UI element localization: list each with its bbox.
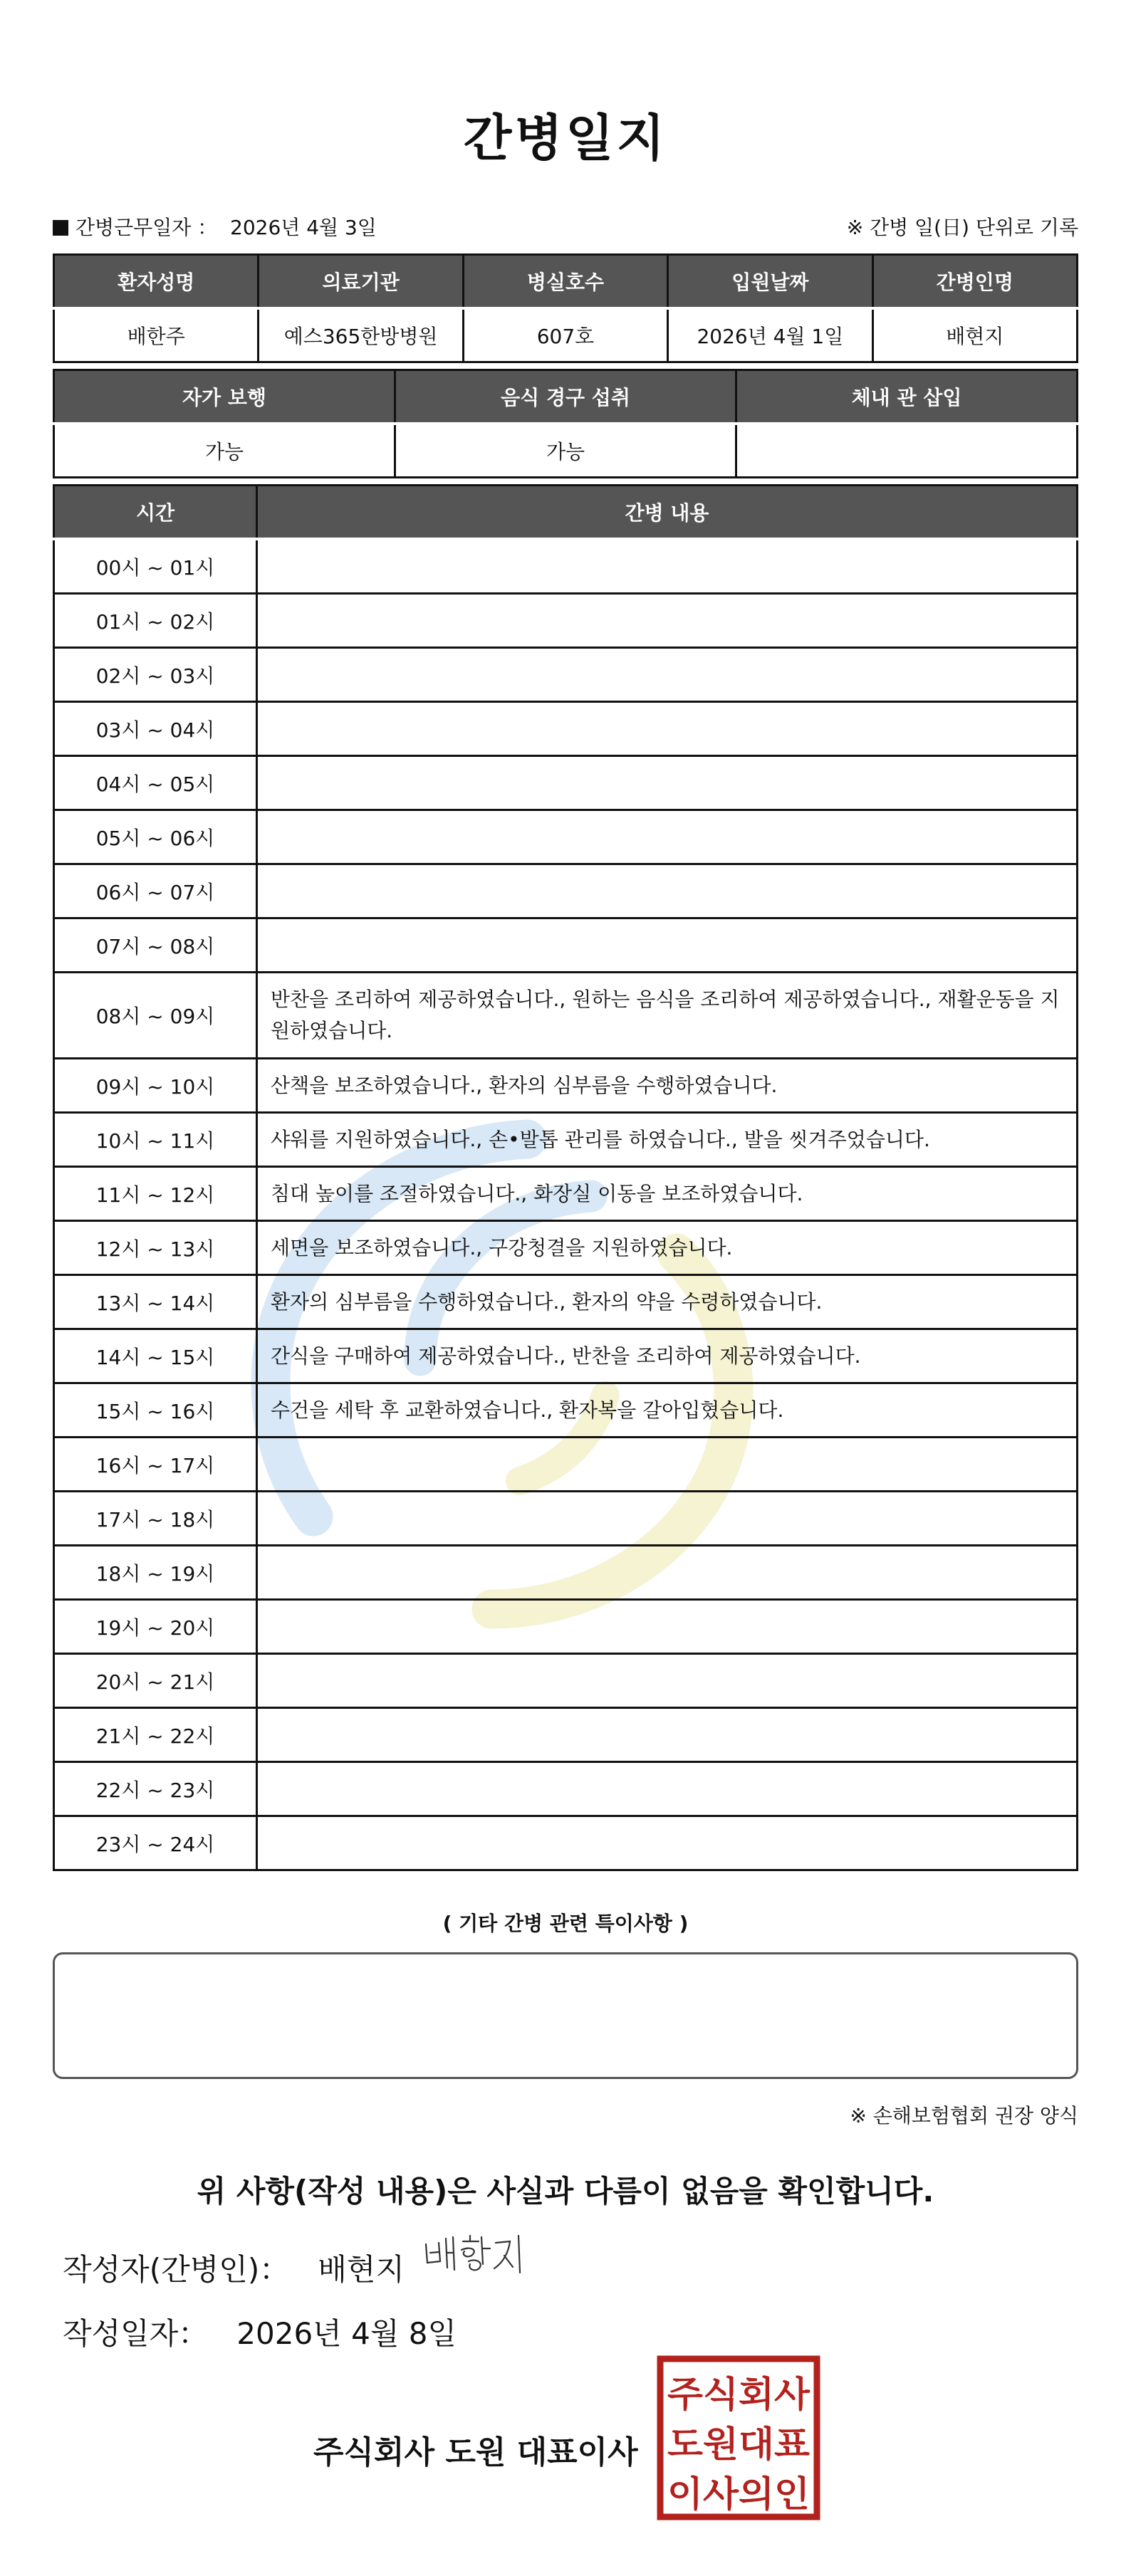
time-cell: 03시 ~ 04시 [54, 702, 257, 756]
confirmation-statement: 위 사항(작성 내용)은 사실과 다름이 없음을 확인합니다. [197, 2174, 934, 2209]
table-row [54, 1708, 1078, 1762]
time-cell: 23시 ~ 24시 [54, 1816, 257, 1870]
written-date-line [63, 2310, 457, 2353]
content-cell [257, 1762, 1078, 1816]
content-cell [257, 594, 1078, 648]
table-row [54, 1762, 1078, 1816]
insurance-note: ※ 손해보험협회 권장 양식 [850, 2104, 1078, 2127]
time-cell: 02시 ~ 03시 [54, 648, 257, 702]
company-signature: 주식회사 도원 대표이사 [313, 2434, 638, 2471]
time-cell: 10시 ~ 11시 [54, 1113, 257, 1167]
table-row [54, 1167, 1078, 1221]
hospital-name: 예스365한방병원 [259, 308, 463, 362]
time-cell: 13시 ~ 14시 [54, 1275, 257, 1329]
header-tube-insertion: 체내 관 삽입 [736, 370, 1078, 424]
admission-date: 2026년 4월 1일 [668, 308, 872, 362]
time-cell: 08시 ~ 09시 [54, 973, 257, 1059]
work-date-line [53, 212, 377, 241]
time-cell: 15시 ~ 16시 [54, 1383, 257, 1438]
content-cell [257, 648, 1078, 702]
patient-status-table [53, 369, 1078, 478]
header-caregiver: 간병인명 [872, 255, 1077, 309]
time-cell: 04시 ~ 05시 [54, 756, 257, 810]
table-row [54, 810, 1078, 864]
time-cell: 21시 ~ 22시 [54, 1708, 257, 1762]
content-cell: 산책을 보조하였습니다., 환자의 심부름을 수행하였습니다. [257, 1059, 1078, 1113]
work-date-label: 간병근무일자 ： [75, 216, 218, 239]
content-cell: 간식을 구매하여 제공하였습니다., 반찬을 조리하여 제공하였습니다. [257, 1329, 1078, 1383]
header-care-content: 간병 내용 [257, 486, 1078, 540]
content-cell [257, 1492, 1078, 1546]
header-admission-date: 입원날짜 [668, 255, 872, 309]
unit-note: ※ 간병 일(日) 단위로 기록 [846, 216, 1078, 239]
content-cell [257, 539, 1078, 594]
table-row [54, 1113, 1078, 1167]
writer-label: 작성자(간병인)： [63, 2252, 290, 2287]
writer-name: 배현지 [318, 2252, 405, 2287]
svg-text:이사의인: 이사의인 [667, 2473, 810, 2515]
content-cell: 반찬을 조리하여 제공하였습니다., 원하는 음식을 조리하여 제공하였습니다., 재활운동을 지원하였습니다. [257, 973, 1078, 1059]
patient-name: 배한주 [54, 308, 259, 362]
table-row [54, 864, 1078, 918]
content-cell [257, 1600, 1078, 1654]
written-date-label: 작성일자： [63, 2316, 209, 2351]
time-cell: 16시 ~ 17시 [54, 1438, 257, 1492]
remarks-box [53, 1952, 1078, 2079]
oral-intake-status: 가능 [395, 424, 736, 478]
time-cell: 19시 ~ 20시 [54, 1600, 257, 1654]
time-cell: 12시 ~ 13시 [54, 1221, 257, 1275]
table-row [54, 702, 1078, 756]
room-number: 607호 [463, 308, 667, 362]
content-cell [257, 1654, 1078, 1708]
time-cell: 07시 ~ 08시 [54, 918, 257, 973]
table-row [54, 1329, 1078, 1383]
table-row [54, 1816, 1078, 1870]
content-cell [257, 864, 1078, 918]
remarks-title: ( 기타 간병 관련 특이사항 ) [442, 1912, 689, 1935]
time-cell: 18시 ~ 19시 [54, 1546, 257, 1600]
content-cell: 환자의 심부름을 수행하였습니다., 환자의 약을 수령하였습니다. [257, 1275, 1078, 1329]
table-row [54, 539, 1078, 594]
svg-text:도원대표: 도원대표 [667, 2424, 811, 2465]
content-cell [257, 1546, 1078, 1600]
table-row [54, 1275, 1078, 1329]
time-cell: 05시 ~ 06시 [54, 810, 257, 864]
time-cell: 06시 ~ 07시 [54, 864, 257, 918]
table-row [54, 1221, 1078, 1275]
table-row [54, 1438, 1078, 1492]
table-row [54, 648, 1078, 702]
table-row [54, 1492, 1078, 1546]
content-cell [257, 1708, 1078, 1762]
svg-text:주식회사: 주식회사 [667, 2374, 811, 2415]
header-patient-name: 환자성명 [54, 255, 259, 309]
patient-info-table [53, 253, 1078, 363]
table-row [54, 1546, 1078, 1600]
time-cell: 11시 ~ 12시 [54, 1167, 257, 1221]
tube-insertion-status [736, 424, 1078, 478]
table-row [54, 594, 1078, 648]
care-log-table [53, 484, 1078, 1871]
time-cell: 20시 ~ 21시 [54, 1654, 257, 1708]
time-cell: 14시 ~ 15시 [54, 1329, 257, 1383]
handwritten-signature [420, 2229, 527, 2278]
header-walking: 자가 보행 [54, 370, 395, 424]
content-cell [257, 1816, 1078, 1870]
header-hospital: 의료기관 [259, 255, 463, 309]
time-cell: 09시 ~ 10시 [54, 1059, 257, 1113]
time-cell: 17시 ~ 18시 [54, 1492, 257, 1546]
table-row [54, 1600, 1078, 1654]
content-cell [257, 702, 1078, 756]
document-title: 간병일지 [463, 109, 668, 167]
table-row [54, 756, 1078, 810]
work-date: 2026년 4월 3일 [230, 216, 377, 239]
walking-status: 가능 [54, 424, 395, 478]
table-row [54, 1654, 1078, 1708]
table-row [54, 973, 1078, 1059]
content-cell: 세면을 보조하였습니다., 구강청결을 지원하였습니다. [257, 1221, 1078, 1275]
content-cell: 샤워를 지원하였습니다., 손•발톱 관리를 하였습니다., 발을 씻겨주었습니다. [257, 1113, 1078, 1167]
square-bullet-icon [53, 220, 68, 236]
content-cell [257, 756, 1078, 810]
header-room: 병실호수 [463, 255, 667, 309]
company-seal-stamp [657, 2355, 820, 2520]
table-row [54, 1383, 1078, 1438]
table-row [54, 1059, 1078, 1113]
writer-line [63, 2246, 405, 2289]
time-cell: 22시 ~ 23시 [54, 1762, 257, 1816]
content-cell [257, 810, 1078, 864]
content-cell: 수건을 세탁 후 교환하였습니다., 환자복을 갈아입혔습니다. [257, 1383, 1078, 1438]
time-cell: 00시 ~ 01시 [54, 539, 257, 594]
caregiver-name: 배현지 [872, 308, 1077, 362]
header-oral-intake: 음식 경구 섭취 [395, 370, 736, 424]
content-cell [257, 1438, 1078, 1492]
content-cell [257, 918, 1078, 973]
header-time: 시간 [54, 486, 257, 540]
time-cell: 01시 ~ 02시 [54, 594, 257, 648]
content-cell: 침대 높이를 조절하였습니다., 화장실 이동을 보조하였습니다. [257, 1167, 1078, 1221]
written-date: 2026년 4월 8일 [236, 2316, 457, 2351]
table-row [54, 918, 1078, 973]
